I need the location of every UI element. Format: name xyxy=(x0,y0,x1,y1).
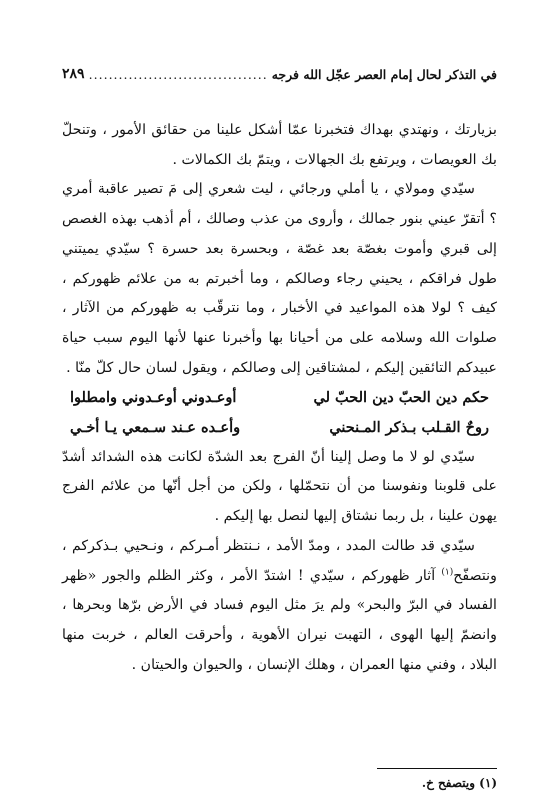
paragraph-4-start: سيّدي قد طالت المدد ، ومدّ الأمد ، نـنتظر أمـركم ، ونـحيي بـذكركم ، ونتصفّح xyxy=(62,537,497,584)
main-text xyxy=(62,116,497,680)
verse-hemistich-right: حكم دين الحبّ دين الحبّ لي xyxy=(313,389,489,407)
paragraph-2: سيّدي ومولاي ، يا أملي ورجائي ، ليت شعري إلى مَ تصير عاقبة أمري ؟ أتقرّ عيني بنور جمالك ، وأروى من عذب وصالك ، أم أذهب بهذه الغصص إلى قبري وأموت بغصّة بعد غصّة ، وبحسرة بعد حسرة ؟ سيّدي يميتني طول فراقكم ، يحيني رجاء وصالكم ، وما أخبرتم به من علائم ظهوركم ، كيف ؟ لولا هذه المواعيد في الأخبار ، وما نترقّب به ظهوركم من الآثار ، صلوات الله وسلامه على من أحيانا بها وأخبرنا عنها لأنها اليوم سبب حياة عبيدكم التائقين إليكم ، لمشتاقين إلى وصالكم ، ويقول لسان حال كلّ منّا . xyxy=(62,181,497,376)
verse-row xyxy=(70,383,489,413)
verse-hemistich-left: وأعـده عـند سـمعي يـا أخـي xyxy=(70,419,241,437)
paragraph-4-rest: آثار ظهوركم ، سيّدي ! اشتدّ الأمر ، وكثر الظلم والجور «ظهر الفساد في البرّ والبحر» ولم يرَ مثل اليوم فساد في الأرض برّها وبحرها ، وانضمّ إليها الهوى ، التهبت نيران الأهوية ، وأحرقت العالم ، خربت منها البلاد ، وفني منها العمران ، وهلك الإنسان ، والحيوان والحيتان . xyxy=(62,567,497,673)
verse-hemistich-right: روحٌ القـلب بـذكر المـنحني xyxy=(329,419,489,437)
paragraph-1: بزيارتك ، ونهتدي بهداك فتخبرنا عمّا أشكل علينا من حقائق الأمور ، وتنحلّ بك العويصات ، ويرتفع بك الجهالات ، ويتمّ بك الكمالات . xyxy=(62,122,497,168)
footnote-marker: (١) xyxy=(441,566,454,577)
footnote: (١) ويتصفح خ. xyxy=(421,776,497,790)
page-number: ٢٨٩ xyxy=(62,66,85,82)
leader-dots xyxy=(89,67,268,82)
verse-hemistich-left: أوعـدوني أوعـدوني وامطلوا xyxy=(70,389,237,407)
poem-verses xyxy=(62,383,497,442)
paragraph-4 xyxy=(62,532,497,681)
verse-row xyxy=(70,413,489,443)
running-header xyxy=(62,63,497,85)
running-title: في التذكر لحال إمام العصر عجّل الله فرجه xyxy=(271,66,497,82)
footnote-divider xyxy=(377,768,497,769)
paragraph-3: سيّدي لو لا ما وصل إلينا أنّ الفرج بعد الشدّة لكانت هذه الشدائد أشدّ على قلوبنا ونفوسنا من أن نتحمّلها ، ولكن من أجل أنّها من علائم الفرج يهون علينا ، بل ربما نشتاق إليها لنصل بها إليكم . xyxy=(62,448,497,525)
